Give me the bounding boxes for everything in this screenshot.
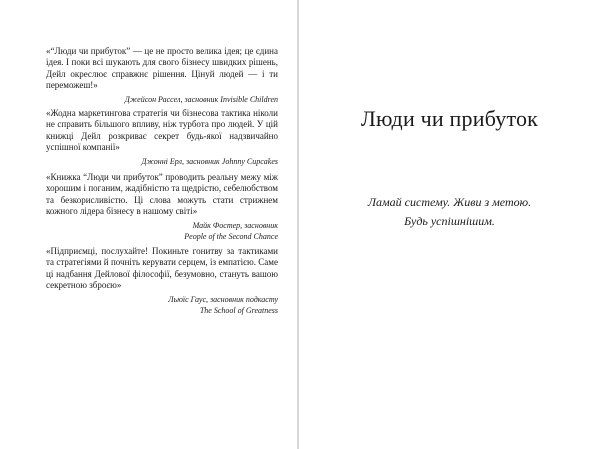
quote-attribution xyxy=(46,294,278,316)
endorsement-quote-1 xyxy=(46,46,278,105)
quote-author-org: People of the Second Chance xyxy=(184,231,278,241)
quote-author-role: засновник подкасту xyxy=(210,294,278,304)
quote-attribution xyxy=(46,220,278,242)
left-page xyxy=(0,0,298,449)
right-page xyxy=(299,0,600,449)
quote-text: «“Люди чи прибуток” — це не просто велика ідея; це єдина ідея. І поки всі шукають для свого бізнесу швидких рішень, Дейл окреслює справжнє рішення. Цінуй людей — і ти переможеш!» xyxy=(46,46,278,91)
quote-attribution xyxy=(46,94,278,105)
quote-author: Джонні Ерл, xyxy=(141,156,184,166)
quote-author: Льюїс Гаус, xyxy=(168,294,208,304)
endorsement-quote-4 xyxy=(46,246,278,316)
quote-attribution xyxy=(46,156,278,167)
quote-text: «Жодна маркетингова стратегія чи бізнесова тактика ніколи не справить більшого впливу, ніж турбота про людей. У цій книжці Дейл розкриває секрет будь-якої надзвичайно успішної компанії» xyxy=(46,108,278,153)
endorsement-quote-3 xyxy=(46,172,278,242)
book-tagline: Ламай систему. Живи з метою. xyxy=(367,195,532,209)
quote-author: Майк Фостер, xyxy=(192,220,243,230)
quote-author: Джейсон Рассел, xyxy=(124,94,183,104)
book-tagline-second: Будь успішнішим. xyxy=(404,214,495,228)
quote-author-org: The School of Greatness xyxy=(199,305,278,315)
quote-author-role: засновник Johnny Cupcakes xyxy=(185,156,278,166)
quote-text: «Підприємці, послухайте! Покиньте гонитву за тактиками та стратегіями й почніть керувати серцем, із емпатією. Саме ці надбання Дейлової філософії, безумовно, стануть вашою секретною зброєю» xyxy=(46,246,278,291)
quote-author-role: засновник Invisible Children xyxy=(184,94,278,104)
quote-text: «Книжка “Люди чи прибуток” проводить реальну межу між хорошим і поганим, жадібністю та щедрістю, себелюбством та безкорисливістю. Ці слова можуть стати стрижнем кожного лідера бізнесу в нашому світі» xyxy=(46,172,278,217)
quote-author-role: засновник xyxy=(244,220,278,230)
endorsement-quote-2 xyxy=(46,108,278,167)
book-title: Люди чи прибуток xyxy=(360,106,539,131)
